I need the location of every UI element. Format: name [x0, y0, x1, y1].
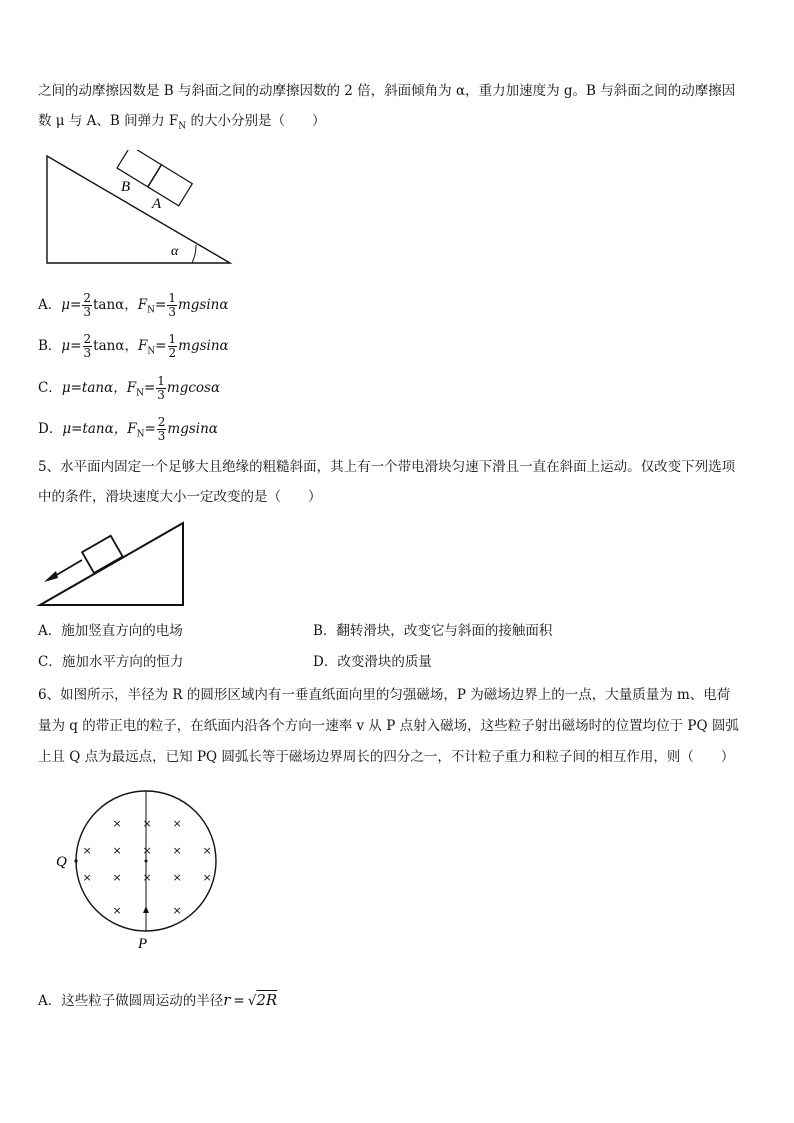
slider-block	[82, 536, 123, 573]
option-label: C．	[38, 654, 62, 670]
cross-mark: ×	[142, 871, 152, 884]
formula-r: r	[223, 991, 231, 1009]
frac-den: 3	[83, 346, 92, 360]
mu-tail: tanα，	[92, 297, 138, 313]
mu-fraction	[83, 333, 93, 360]
center-point	[145, 860, 148, 863]
option-text: 施加水平方向的恒力	[61, 654, 184, 670]
mu-tail: tanα，	[93, 338, 138, 354]
q5-option-b	[313, 621, 552, 641]
cross-mark: ×	[112, 904, 122, 917]
q6-option-a	[38, 990, 277, 1011]
mu-prefix: μ=	[61, 338, 82, 354]
f-tail: mgsinα	[177, 297, 229, 313]
frac-den: 3	[157, 388, 165, 402]
cross-mark: ×	[82, 871, 92, 884]
q5-text-line-2: 中的条件，滑块速度大小一定改变的是（ ）	[38, 489, 322, 505]
formula-eq: =	[233, 993, 245, 1009]
mu-prefix: μ=tanα，	[61, 380, 127, 396]
cross-mark: ×	[172, 844, 182, 857]
frac-num: 2	[83, 291, 91, 305]
option-label: C．	[38, 380, 62, 396]
option-text: 施加竖直方向的电场	[61, 623, 183, 639]
f-fraction	[156, 375, 166, 402]
cross-mark: ×	[202, 844, 212, 857]
option-text: 改变滑块的质量	[337, 654, 432, 670]
q4-option-d: D．μ=tanα，$F_N=$ $\frac{2}{3}$ mgsinα	[38, 415, 218, 443]
cross-mark: ×	[142, 817, 152, 830]
field-crosses	[83, 817, 212, 917]
point-q-marker	[74, 859, 77, 862]
q6-text-line-3: 上且 Q 点为最远点，已知 PQ 圆弧长等于磁场边界周长的四分之一，不计粒子重力和粒子间的相互作用，则（ ）	[38, 749, 735, 765]
f-tail: mgcosα	[166, 380, 221, 396]
cross-mark: ×	[142, 844, 152, 857]
q5-option-c	[38, 652, 183, 672]
q6-text-line-2: 量为 q 的带正电的粒子，在纸面内沿各个方向一速率 v 从 P 点射入磁场，这些粒子射出磁场时的位置均位于 PQ 圆弧	[38, 718, 739, 734]
mu-fraction	[82, 292, 92, 319]
cross-mark: ×	[172, 904, 182, 917]
velocity-arrow-head	[44, 571, 58, 582]
frac-num: 1	[168, 332, 177, 346]
sliding-block-incline-figure	[36, 520, 191, 610]
q4-line2-sub: N	[178, 121, 187, 132]
mu-prefix: μ=tanα，	[62, 421, 128, 437]
option-label: A．	[38, 623, 62, 639]
q5-option-d	[313, 652, 432, 672]
f-tail: mgsinα	[167, 421, 218, 437]
q4-text-line-1: 之间的动摩擦因数是 B 与斜面之间的动摩擦因数的 2 倍，斜面倾角为 α，重力加速度为 g。B 与斜面之间的动摩擦因	[38, 83, 736, 99]
q4-option-b: B．μ= $\frac{2}{3}$ tanα，$F_N=$ $\frac{1}{2}$ mgsinα	[38, 332, 229, 360]
option-text: 这些粒子做圆周运动的半径	[61, 993, 224, 1009]
frac-den: 3	[157, 429, 166, 443]
frac-den: 3	[168, 305, 176, 319]
label-q: Q	[56, 854, 67, 870]
label-alpha: α	[171, 244, 179, 259]
q4-text-line-2	[38, 111, 325, 137]
label-b: B	[121, 179, 131, 195]
label-p: P	[138, 936, 148, 952]
q4-line2-tail: 的大小分别是（ ）	[186, 113, 326, 129]
frac-num: 2	[83, 332, 92, 346]
frac-den: 2	[168, 346, 177, 360]
f-fraction	[168, 333, 178, 360]
q6-text-line-1: 6、如图所示，半径为 R 的圆形区域内有一垂直纸面向里的匀强磁场，P 为磁场边界上的一点，大量质量为 m、电荷	[38, 687, 731, 703]
entry-arrow-icon	[143, 906, 149, 913]
f-fraction	[167, 292, 177, 319]
option-label: B．	[313, 623, 337, 639]
cross-mark: ×	[112, 844, 122, 857]
cross-mark: ×	[82, 844, 92, 857]
q5-text-line-1: 5、水平面内固定一个足够大且绝缘的粗糙斜面，其上有一个带电滑块匀速下滑且一直在斜面上运动。仅改变下列选项	[38, 459, 736, 475]
q5-option-a	[38, 621, 183, 641]
option-label: D．	[313, 654, 338, 670]
frac-num: 2	[157, 415, 166, 429]
option-text: 翻转滑块，改变它与斜面的接触面积	[336, 623, 553, 639]
angle-arc	[192, 245, 196, 263]
option-label: A．	[38, 993, 62, 1009]
magnetic-field-circle-figure	[50, 788, 230, 953]
q4-option-a: A．μ= $\frac{2}{3}$ tanα，$F_N=$ $\frac{1}{3}$ mgsinα	[38, 291, 229, 319]
frac-den: 3	[83, 305, 91, 319]
cross-mark: ×	[172, 817, 182, 830]
q4-line2-head: 数 μ 与 A、B 间弹力 F	[38, 113, 179, 129]
label-a: A	[152, 196, 162, 212]
cross-mark: ×	[112, 871, 122, 884]
frac-num: 1	[168, 291, 176, 305]
option-label: B．	[38, 338, 62, 354]
incline-with-blocks-figure	[38, 150, 238, 270]
frac-num: 1	[157, 374, 165, 388]
cross-mark: ×	[112, 817, 122, 830]
f-fraction	[157, 416, 167, 443]
cross-mark: ×	[202, 871, 212, 884]
mu-prefix: μ=	[61, 297, 82, 313]
cross-mark: ×	[172, 871, 182, 884]
option-label: D．	[38, 421, 63, 437]
f-tail: mgsinα	[178, 338, 229, 354]
q4-option-c: C．μ=tanα，$F_N=$ $\frac{1}{3}$ mgcosα	[38, 374, 221, 402]
option-label: A．	[38, 297, 62, 313]
formula-sqrt: √	[247, 993, 257, 1009]
formula-2r: 2R	[256, 991, 278, 1009]
